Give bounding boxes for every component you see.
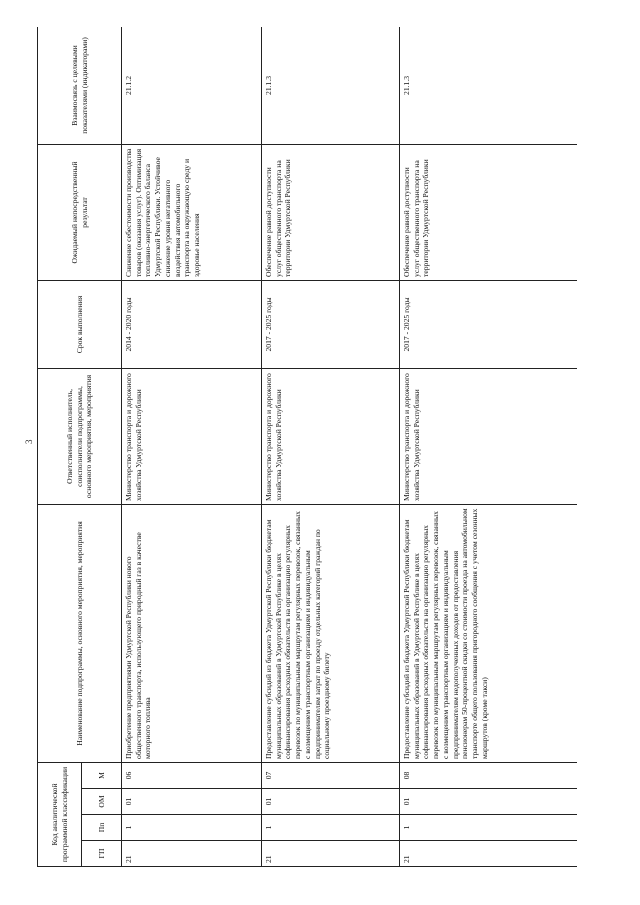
table-row bbox=[262, 27, 400, 867]
header-result: Ожидаемый непосредственный результат bbox=[38, 144, 122, 280]
cell-gp: 21 bbox=[262, 841, 400, 867]
cell-om: 01 bbox=[400, 789, 578, 815]
cell-executor: Министерство транспорта и дорожного хозяйства Удмуртской Республики bbox=[400, 368, 578, 504]
cell-name: Предоставление субсидий из бюджета Удмуртской Республики бюджетам муниципальных образований в Удмуртской Республике в целях софинансирования расходных обязательств на организацию регулярных перевозок по муниципальным маршрутам регулярных перевозок, связанных с возмещением транспортным организациям и индивидуальным предпринимателям затрат по проезду отдельных категорий граждан по социальному проездному билету bbox=[262, 504, 400, 762]
header-pp: Пп bbox=[82, 815, 122, 841]
cell-term: 2017 - 2025 годы bbox=[262, 280, 400, 368]
header-term: Срок выполнения bbox=[38, 280, 122, 368]
cell-pp: 1 bbox=[400, 815, 578, 841]
header-executor: Ответственный исполнитель, соисполнители подпрограммы, основного мероприятия, мероприятия bbox=[38, 368, 122, 504]
cell-name: Приобретение предприятиями Удмуртской Республики нового общественного транспорта, использующего природный газ в качестве моторного топлива bbox=[122, 504, 262, 762]
program-activities-table bbox=[37, 27, 577, 867]
header-gp: ГП bbox=[82, 841, 122, 867]
page-number: 3 bbox=[24, 439, 34, 444]
cell-m: 06 bbox=[122, 762, 262, 788]
header-name: Наименование подпрограммы, основного мероприятия, мероприятия bbox=[38, 504, 122, 762]
header-link: Взаимосвязь с целевыми показателями (индикаторами) bbox=[38, 27, 122, 144]
cell-link: 21.1.3 bbox=[262, 27, 400, 144]
cell-executor: Министерство транспорта и дорожного хозяйства Удмуртской Республики bbox=[122, 368, 262, 504]
cell-om: 01 bbox=[262, 789, 400, 815]
cell-executor: Министерство транспорта и дорожного хозяйства Удмуртской Республики bbox=[262, 368, 400, 504]
header-code-group: Код аналитической программной классификации bbox=[38, 762, 82, 866]
header-row-1 bbox=[38, 27, 82, 867]
table-row bbox=[122, 27, 262, 867]
table-row bbox=[400, 27, 578, 867]
cell-result: Снижение себестоимости производства товаров (оказания услуг). Оптимизация топливно-энергетического баланса Удмуртской Республики. Устойчивое снижение уровня негативного воздействия автомобильного транспорта на окружающую среду и здоровье населения bbox=[122, 144, 262, 280]
header-om: ОМ bbox=[82, 789, 122, 815]
rotated-page-region bbox=[37, 27, 577, 867]
cell-link: 21.1.3 bbox=[400, 27, 578, 144]
cell-name: Предоставление субсидий из бюджета Удмуртской Республики бюджетам муниципальных образований в Удмуртской Республике в целях софинансирования расходных обязательств на организацию регулярных перевозок по муниципальным маршрутам регулярных перевозок, связанных с возмещением транспортным организациям и индивидуальным предпринимателям недополученных доходов от предоставления пенсионерам 50-процентной скидки со стоимости проезда на автомобильном транспорте общего пользования пригородного сообщения с учетом сезонных маршрутов (кроме такси) bbox=[400, 504, 578, 762]
cell-m: 07 bbox=[262, 762, 400, 788]
header-m: М bbox=[82, 762, 122, 788]
cell-result: Обеспечение равной доступности услуг общественного транспорта на территории Удмуртской Республики bbox=[262, 144, 400, 280]
cell-gp: 21 bbox=[122, 841, 262, 867]
cell-gp: 21 bbox=[400, 841, 578, 867]
cell-term: 2014 - 2020 годы bbox=[122, 280, 262, 368]
cell-link: 21.1.2 bbox=[122, 27, 262, 144]
cell-m: 08 bbox=[400, 762, 578, 788]
cell-om: 01 bbox=[122, 789, 262, 815]
cell-pp: 1 bbox=[262, 815, 400, 841]
cell-pp: 1 bbox=[122, 815, 262, 841]
cell-result: Обеспечение равной доступности услуг общественного транспорта на территории Удмуртской Республики bbox=[400, 144, 578, 280]
cell-term: 2017 - 2025 годы bbox=[400, 280, 578, 368]
table-container bbox=[37, 27, 577, 867]
